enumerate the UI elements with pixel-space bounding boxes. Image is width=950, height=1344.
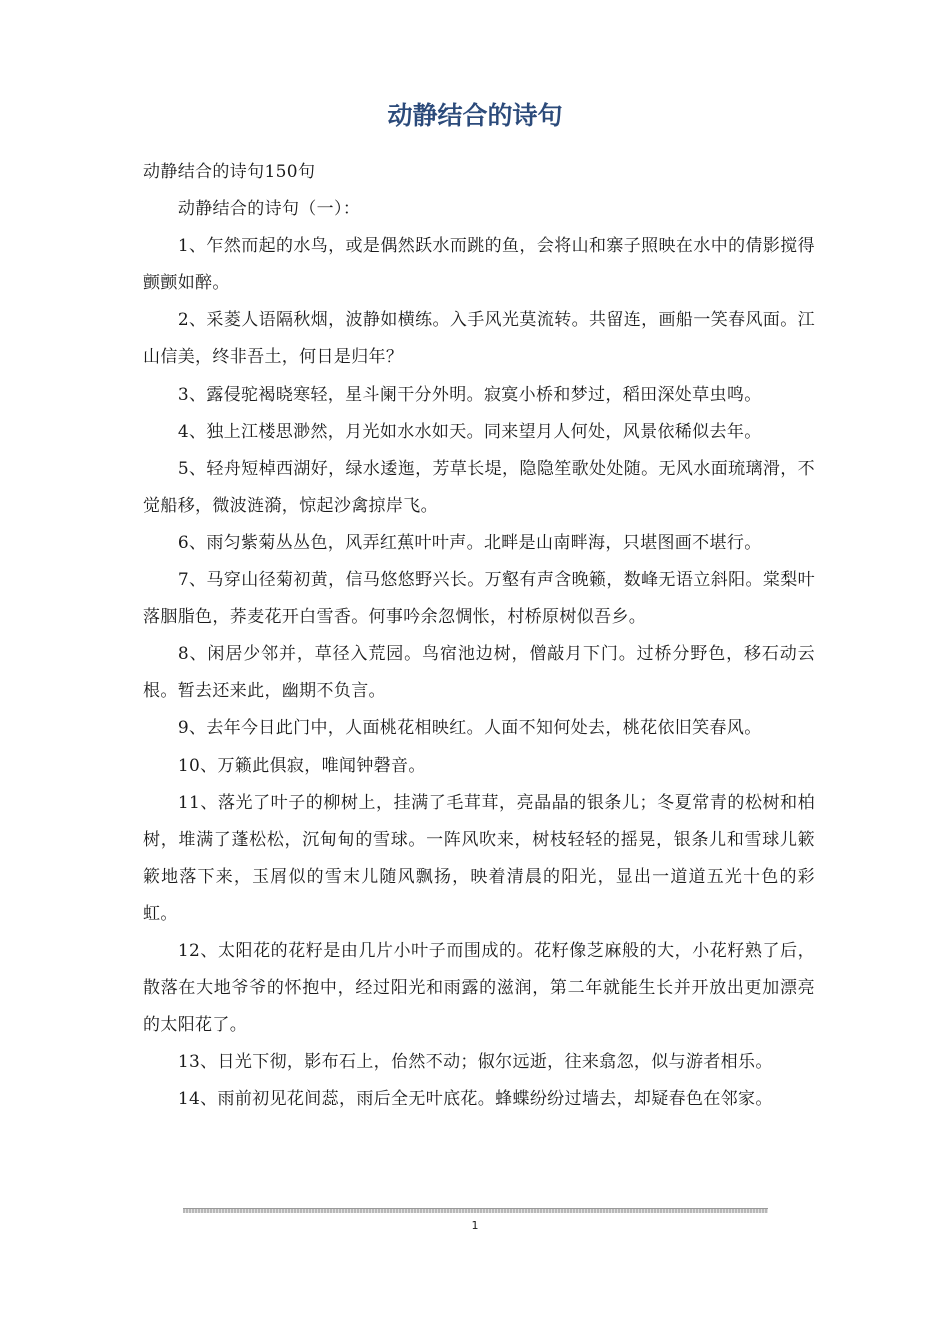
poem-paragraph: 4、独上江楼思渺然，月光如水水如天。同来望月人何处，风景依稀似去年。 (177, 421, 762, 442)
poem-paragraph: 5、轻舟短棹西湖好，绿水逶迤，芳草长堤，隐隐笙歌处处随。无风水面琉璃滑，不觉船移，微波涟漪，惊起沙禽掠岸飞。 (143, 458, 815, 516)
document-subtitle: 动静结合的诗句150句 (143, 162, 316, 182)
poem-paragraph: 8、闲居少邻并，草径入荒园。鸟宿池边树，僧敲月下门。过桥分野色，移石动云根。暂去还来此，幽期不负言。 (143, 644, 815, 702)
poem-paragraph: 9、去年今日此门中，人面桃花相映红。人面不知何处去，桃花依旧笑春风。 (177, 718, 762, 739)
page-number: 1 (471, 1219, 479, 1232)
footer-divider (183, 1208, 768, 1213)
poem-paragraph: 13、日光下彻，影布石上，佁然不动；俶尔远逝，往来翕忽，似与游者相乐。 (177, 1052, 773, 1073)
document-body (143, 154, 815, 1118)
poem-paragraph: 11、落光了叶子的柳树上，挂满了毛茸茸，亮晶晶的银条儿；冬夏常青的松树和柏树，堆满了蓬松松，沉甸甸的雪球。一阵风吹来，树枝轻轻的摇晃，银条儿和雪球儿簌簌地落下来，玉屑似的雪末儿随风飘扬，映着清晨的阳光，显出一道道五光十色的彩虹。 (143, 792, 815, 924)
poem-paragraph: 3、露侵驼褐晓寒轻，星斗阑干分外明。寂寞小桥和梦过，稻田深处草虫鸣。 (177, 384, 762, 405)
section-heading: 动静结合的诗句（一）： (177, 199, 361, 220)
poem-paragraph: 10、万籁此俱寂，唯闻钟磬音。 (177, 755, 426, 776)
poem-paragraph: 1、乍然而起的水鸟，或是偶然跃水而跳的鱼，会将山和寨子照映在水中的倩影搅得颤颤如醉。 (143, 236, 815, 294)
poem-paragraph: 2、采菱人语隔秋烟，波静如横练。入手风光莫流转。共留连，画船一笑春风面。江山信美，终非吾土，何日是归年？ (143, 310, 815, 368)
poem-paragraph: 14、雨前初见花间蕊，雨后全无叶底花。蜂蝶纷纷过墙去，却疑春色在邻家。 (177, 1089, 773, 1110)
poem-paragraph: 12、太阳花的花籽是由几片小叶子而围成的。花籽像芝麻般的大，小花籽熟了后，散落在大地爷爷的怀抱中，经过阳光和雨露的滋润，第二年就能生长并开放出更加漂亮的太阳花了。 (143, 940, 815, 1036)
document-title: 动静结合的诗句 (387, 101, 563, 130)
poem-paragraph: 6、雨匀紫菊丛丛色，风弄红蕉叶叶声。北畔是山南畔海，只堪图画不堪行。 (177, 532, 762, 553)
poem-paragraph: 7、马穿山径菊初黄，信马悠悠野兴长。万壑有声含晚籁，数峰无语立斜阳。棠梨叶落胭脂色，荞麦花开白雪香。何事吟余忽惆怅，村桥原树似吾乡。 (143, 570, 815, 628)
